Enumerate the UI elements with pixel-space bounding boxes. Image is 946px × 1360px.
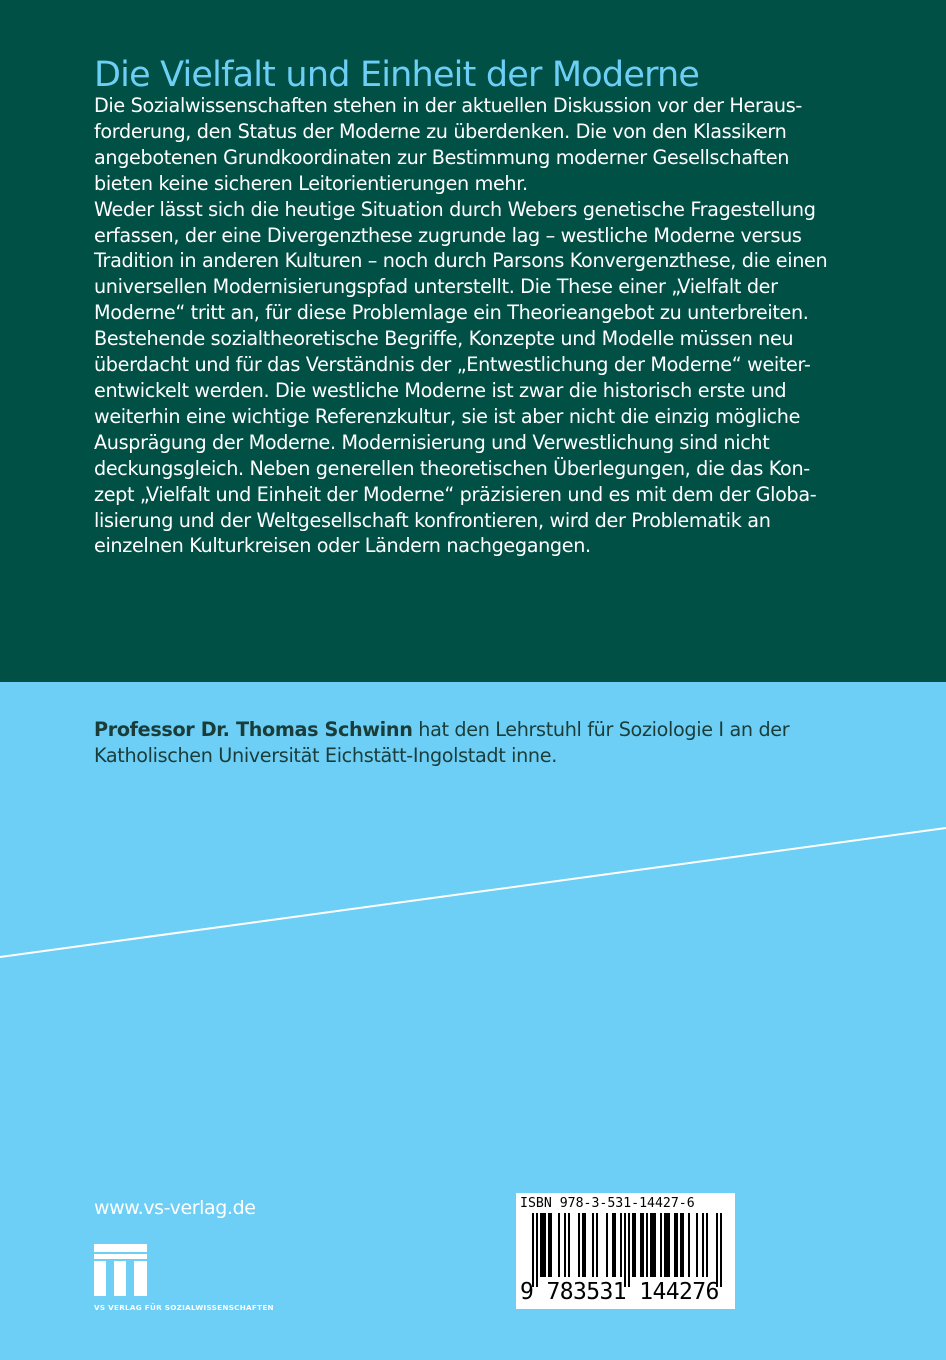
barcode-bar	[592, 1213, 594, 1277]
barcode-bar	[706, 1213, 708, 1277]
author-bio-rest: hat den Lehrstuhl für Soziologie I an der	[412, 718, 790, 741]
barcode-bar	[702, 1213, 704, 1277]
blurb-line: entwickelt werden. Die westliche Moderne ist zwar die historisch erste und	[94, 378, 787, 402]
barcode-bar	[664, 1213, 666, 1277]
blurb-line: universellen Modernisierungspfad unterstellt. Die These einer „Vielfalt der	[94, 275, 778, 299]
barcode-bar	[596, 1213, 598, 1277]
blurb-line: angebotenen Grundkoordinaten zur Bestimmung moderner Gesellschaften	[94, 145, 790, 169]
barcode-bar	[568, 1213, 570, 1277]
blurb-line: erfassen, der eine Divergenzthese zugrunde lag – westliche Moderne versus	[94, 223, 802, 247]
barcode-bar	[550, 1213, 552, 1277]
vs-verlag-logo-icon	[94, 1244, 150, 1300]
author-name: Professor Dr. Thomas Schwinn	[94, 718, 413, 741]
barcode-bar	[632, 1213, 634, 1277]
barcode-bar	[584, 1213, 586, 1277]
barcode-bar	[606, 1213, 608, 1277]
barcode-bar	[532, 1213, 534, 1287]
ean-digits: 9 783531 144276	[520, 1279, 719, 1305]
blurb-line: bieten keine sicheren Leitorientierungen mehr.	[94, 171, 528, 195]
barcode-bar	[544, 1213, 546, 1277]
blurb-line: lisierung und der Weltgesellschaft konfrontieren, wird der Problematik an	[94, 508, 771, 532]
barcode-bar	[614, 1213, 616, 1277]
blurb-line: zept „Vielfalt und Einheit der Moderne“ präzisieren und es mit dem der Globa-	[94, 482, 817, 506]
blurb-line: einzelnen Kulturkreisen oder Ländern nachgegangen.	[94, 534, 591, 558]
barcode-bar	[668, 1213, 670, 1277]
barcode-bar	[640, 1213, 642, 1277]
blurb-line: deckungsgleich. Neben generellen theoretischen Überlegungen, die das Kon-	[94, 456, 810, 480]
barcode-bar	[654, 1213, 656, 1277]
barcode-bar	[540, 1213, 542, 1277]
barcode-bar	[634, 1213, 636, 1277]
barcode-bar	[716, 1213, 718, 1287]
barcode-bar	[646, 1213, 648, 1277]
barcode-bar	[620, 1213, 622, 1277]
blurb-line: überdacht und für das Verständnis der „Entwestlichung der Moderne“ weiter-	[94, 353, 811, 377]
author-bio-line-1	[94, 717, 894, 743]
barcode-bar	[660, 1213, 662, 1277]
blurb-line: Tradition in anderen Kulturen – noch durch Parsons Konvergenzthese, die einen	[94, 249, 828, 273]
barcode-bar	[680, 1213, 682, 1277]
author-bio	[94, 717, 894, 769]
blurb-line: Die Sozialwissenschaften stehen in der aktuellen Diskussion vor der Heraus-	[94, 94, 802, 117]
publisher-name: VS VERLAG FÜR SOZIALWISSENSCHAFTEN	[94, 1303, 274, 1312]
barcode-bar	[542, 1213, 544, 1277]
barcode-bar	[624, 1213, 626, 1287]
barcode-bar	[674, 1213, 676, 1277]
blurb-line: Bestehende sozialtheoretische Begriffe, Konzepte und Modelle müssen neu	[94, 327, 794, 351]
blurb-line: forderung, den Status der Moderne zu überdenken. Die von den Klassikern	[94, 119, 787, 143]
barcode-bar	[696, 1213, 698, 1277]
barcode-bar	[578, 1213, 580, 1277]
barcode-bar	[682, 1213, 684, 1277]
blurb-line: Ausprägung der Moderne. Modernisierung und Verwestlichung sind nicht	[94, 430, 770, 454]
blurb-line: Moderne“ tritt an, für diese Problemlage ein Theorieangebot zu unterbreiten.	[94, 301, 809, 325]
barcode-bar	[558, 1213, 560, 1277]
barcode-bar	[688, 1213, 690, 1277]
isbn-label: ISBN 978-3-531-14427-6	[520, 1196, 695, 1211]
blurb-line: Weder lässt sich die heutige Situation durch Webers genetische Fragestellung	[94, 197, 816, 221]
barcode-bar	[650, 1213, 652, 1277]
barcode-bar	[548, 1213, 550, 1277]
blurb-line: weiterhin eine wichtige Referenzkultur, sie ist aber nicht die einzig mögliche	[94, 404, 801, 428]
barcode-bar	[720, 1213, 722, 1287]
publisher-website[interactable]: www.vs-verlag.de	[94, 1197, 256, 1219]
barcode-bar	[536, 1213, 538, 1287]
barcode-bar	[612, 1213, 614, 1277]
barcode-bar	[666, 1213, 668, 1277]
book-title: Die Vielfalt und Einheit der Moderne	[94, 55, 700, 96]
barcode-bar	[676, 1213, 678, 1277]
barcode-bar	[652, 1213, 654, 1277]
barcode-bar	[582, 1213, 584, 1277]
barcode-bar	[628, 1213, 630, 1287]
author-bio-line-2: Katholischen Universität Eichstätt-Ingolstadt inne.	[94, 744, 557, 767]
barcode-bar	[642, 1213, 644, 1277]
isbn-barcode	[516, 1193, 735, 1309]
barcode-bar	[564, 1213, 566, 1277]
